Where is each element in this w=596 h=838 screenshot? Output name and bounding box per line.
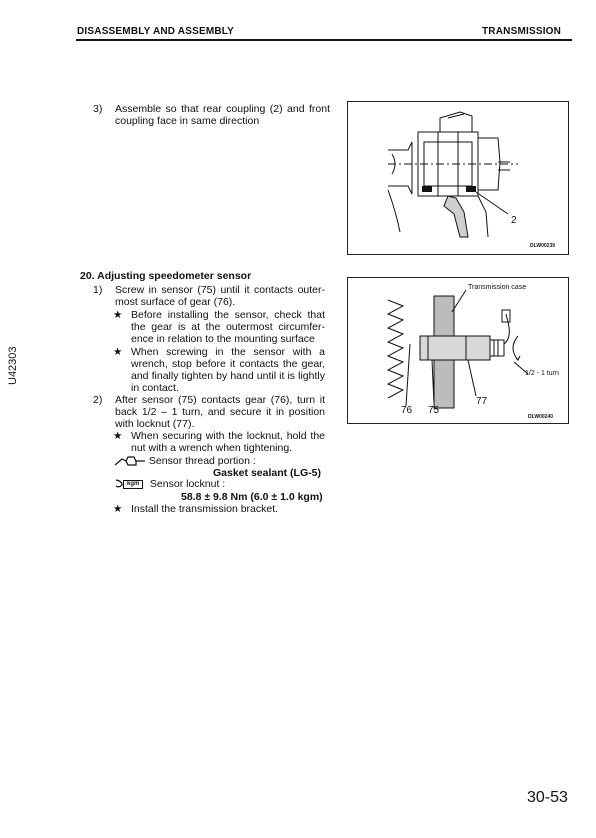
figure-coupling-assembly	[347, 101, 569, 255]
label-transmission-case: Transmission case	[468, 284, 527, 291]
figure-speedometer-sensor	[347, 277, 569, 424]
spec-locknut-value: 58.8 ± 9.8 Nm (6.0 ± 1.0 kgm)	[181, 491, 323, 503]
step-2-number: 2)	[93, 394, 103, 406]
label-turn: 1/2 - 1 turn	[525, 370, 559, 377]
spec-sealant-line	[114, 455, 256, 467]
step-1-note-1: Before installing the sensor, check that the gear is at the outermost circumfer-ence in relation to the mounting surface	[131, 309, 325, 345]
label-76: 76	[401, 405, 413, 416]
label-75: 75	[428, 405, 440, 416]
section-20-title: 20. Adjusting speedometer sensor	[80, 270, 252, 282]
spec-locknut-label: Sensor locknut :	[149, 478, 226, 490]
torque-wrench-icon	[114, 479, 147, 489]
star-icon: ★	[113, 346, 123, 358]
figure1-callout-2: 2	[511, 215, 517, 226]
sensor-drawing	[348, 278, 568, 423]
coupling-drawing	[348, 102, 568, 254]
step-2-note-2: Install the transmission bracket.	[131, 503, 279, 515]
step-2-note-1: When securing with the locknut, hold the nut with a wrench when tightening.	[131, 430, 325, 454]
figure1-code: DLW00239	[530, 243, 556, 249]
spec-locknut-line	[114, 478, 225, 490]
step-3-number: 3)	[93, 103, 103, 115]
star-icon: ★	[113, 430, 123, 442]
step-1-note-2: When screwing in the sensor with a wrench, stop before it contacts the gear, and finally tighten by hand until it is lightly in contact.	[131, 346, 325, 394]
page-number: 30-53	[527, 789, 568, 806]
header-section-title: DISASSEMBLY AND ASSEMBLY	[77, 26, 235, 37]
label-77: 77	[476, 396, 488, 407]
spec-sealant-label: Sensor thread portion :	[148, 455, 256, 467]
figure2-code: DLW00240	[528, 414, 554, 420]
gasket-sealant-icon	[114, 455, 146, 467]
torque-icon-text: kgm	[123, 480, 143, 489]
star-icon: ★	[113, 309, 123, 321]
header-chapter-title: TRANSMISSION	[482, 26, 562, 37]
step-1-number: 1)	[93, 284, 103, 296]
step-2-text: After sensor (75) contacts gear (76), turn it back 1/2 – 1 turn, and secure it in position with locknut (77).	[115, 394, 325, 430]
header-rule	[76, 39, 572, 41]
spec-sealant-value: Gasket sealant (LG-5)	[213, 467, 321, 479]
star-icon: ★	[113, 503, 123, 515]
step-1-text: Screw in sensor (75) until it contacts outer-most surface of gear (76).	[115, 284, 325, 308]
side-document-code: U42303	[7, 346, 19, 385]
step-3-text: Assemble so that rear coupling (2) and front coupling face in same direction	[115, 103, 330, 127]
